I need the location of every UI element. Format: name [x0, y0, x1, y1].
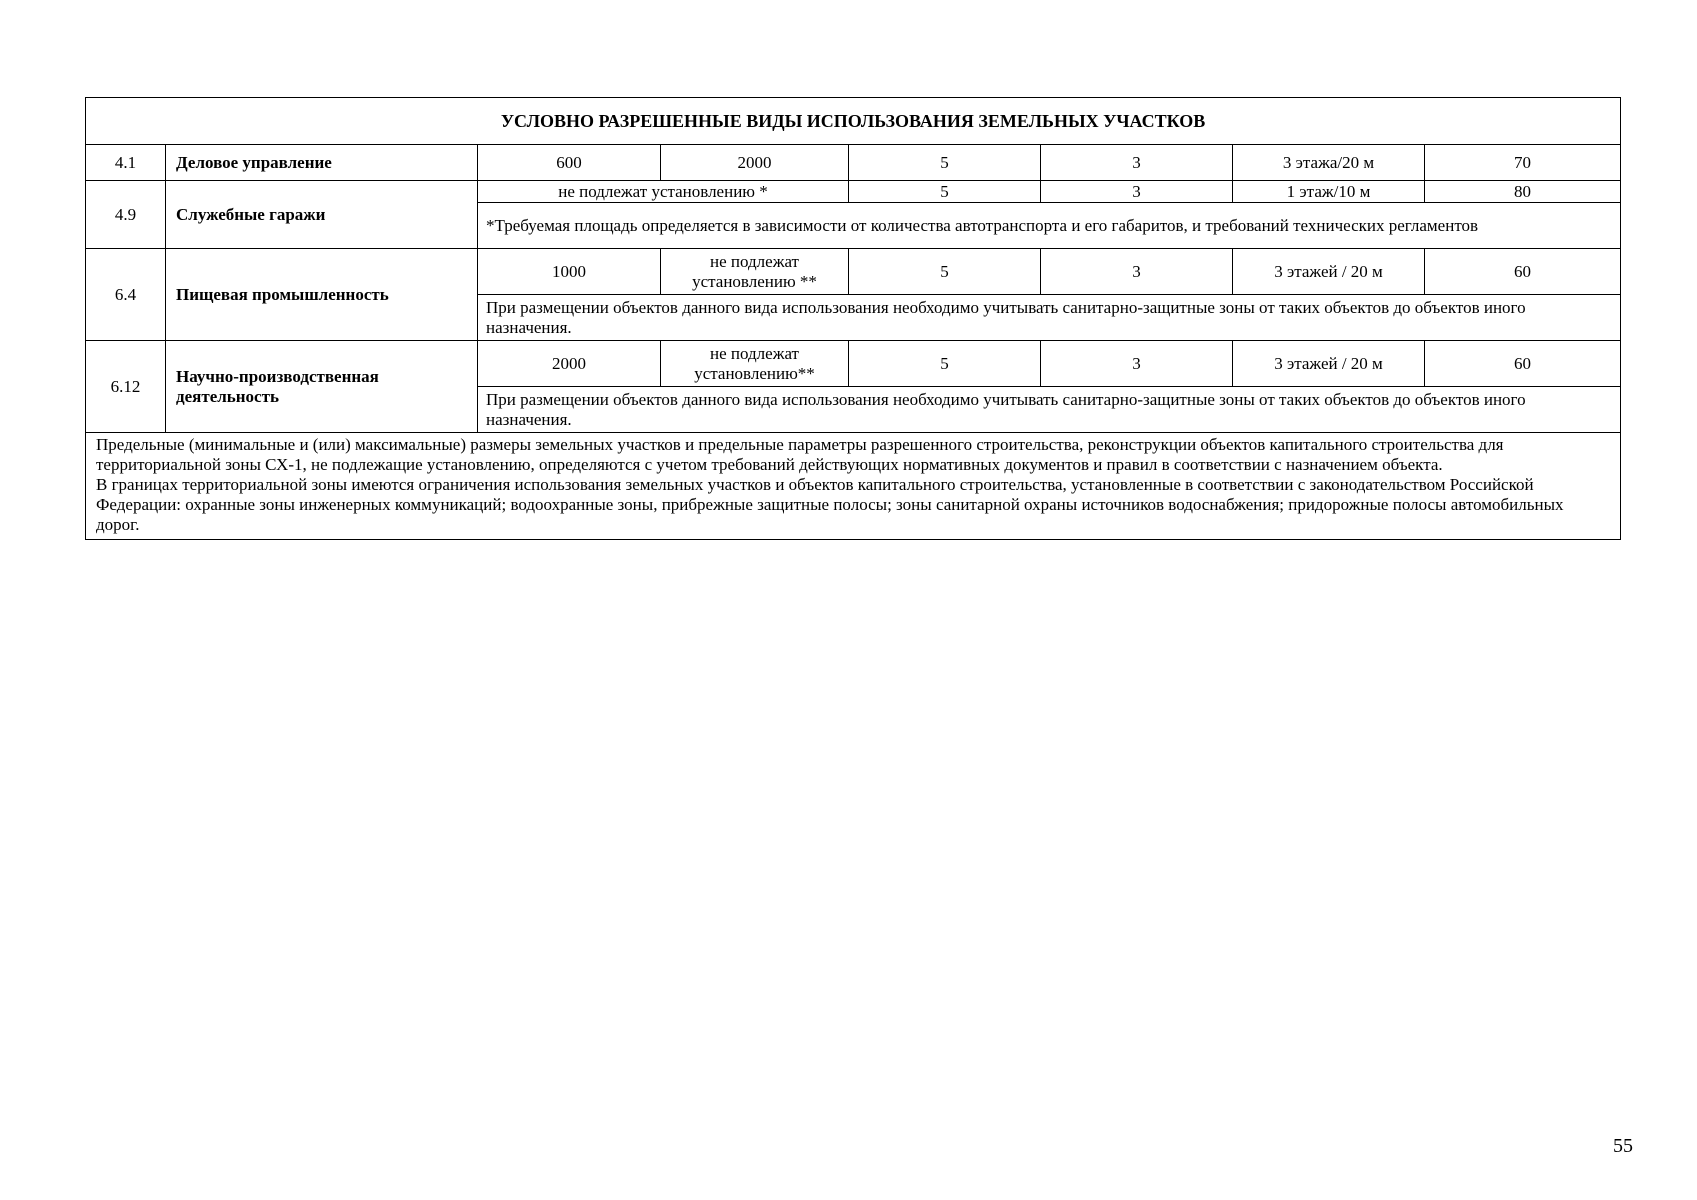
- row-code: 4.1: [86, 145, 166, 181]
- min-area-cell: 2000: [478, 341, 661, 387]
- setback-cell: 3: [1041, 145, 1233, 181]
- table-footer: [86, 433, 1621, 540]
- coverage-cell: 80: [1425, 181, 1621, 203]
- coverage-cell: 60: [1425, 249, 1621, 295]
- row-name: Деловое управление: [166, 145, 478, 181]
- table-title-row: [86, 98, 1621, 145]
- table-row: [86, 145, 1621, 181]
- row-note: При размещении объектов данного вида использования необходимо учитывать санитарно-защитные зоны от таких объектов до объектов иного назначения.: [478, 295, 1621, 341]
- setback-road-cell: 5: [849, 181, 1041, 203]
- min-area-cell: 600: [478, 145, 661, 181]
- setback-road-cell: 5: [849, 341, 1041, 387]
- coverage-cell: 60: [1425, 341, 1621, 387]
- row-code: 6.12: [86, 341, 166, 433]
- max-area-cell: 2000: [661, 145, 849, 181]
- row-name: Пищевая промышленность: [166, 249, 478, 341]
- page-number: 55: [1613, 1135, 1633, 1157]
- height-cell: 3 этажа/20 м: [1233, 145, 1425, 181]
- table-title: УСЛОВНО РАЗРЕШЕННЫЕ ВИДЫ ИСПОЛЬЗОВАНИЯ ЗЕМЕЛЬНЫХ УЧАСТКОВ: [86, 98, 1621, 145]
- height-cell: 1 этаж/10 м: [1233, 181, 1425, 203]
- row-note: *Требуемая площадь определяется в зависимости от количества автотранспорта и его габаритов, и требований технических регламентов: [478, 203, 1621, 249]
- min-area-cell: 1000: [478, 249, 661, 295]
- setback-cell: 3: [1041, 249, 1233, 295]
- height-cell: 3 этажей / 20 м: [1233, 249, 1425, 295]
- footer-paragraph: В границах территориальной зоны имеются ограничения использования земельных участков и объектов капитального строительства, установленные в соответствии с законодательством Российской Федерации: охранные зоны инженерных коммуникаций; водоохранные зоны, прибрежные защитные полосы; зоны санитарной охраны источников водоснабжения; придорожные полосы автомобильных дорог.: [96, 475, 1564, 534]
- table-footer-row: [86, 433, 1621, 540]
- row-name: Научно-производственная деятельность: [166, 341, 478, 433]
- row-name: Служебные гаражи: [166, 181, 478, 249]
- table-row: [86, 181, 1621, 203]
- setback-road-cell: 5: [849, 145, 1041, 181]
- height-cell: 3 этажей / 20 м: [1233, 341, 1425, 387]
- row-note: При размещении объектов данного вида использования необходимо учитывать санитарно-защитные зоны от таких объектов до объектов иного назначения.: [478, 387, 1621, 433]
- land-use-table: [85, 97, 1621, 540]
- setback-road-cell: 5: [849, 249, 1041, 295]
- table-row: [86, 341, 1621, 387]
- setback-cell: 3: [1041, 181, 1233, 203]
- max-area-cell: не подлежат установлению**: [661, 341, 849, 387]
- footer-paragraph: Предельные (минимальные и (или) максимальные) размеры земельных участков и предельные параметры разрешенного строительства, реконструкции объектов капитального строительства для территориальной зоны СХ-1, не подлежащие установлению, определяются с учетом требований действующих нормативных документов и правил в соответствии с назначением объекта.: [96, 435, 1504, 474]
- max-area-cell: не подлежат установлению **: [661, 249, 849, 295]
- area-merged-cell: не подлежат установлению *: [478, 181, 849, 203]
- row-code: 6.4: [86, 249, 166, 341]
- setback-cell: 3: [1041, 341, 1233, 387]
- row-code: 4.9: [86, 181, 166, 249]
- coverage-cell: 70: [1425, 145, 1621, 181]
- table-row: [86, 249, 1621, 295]
